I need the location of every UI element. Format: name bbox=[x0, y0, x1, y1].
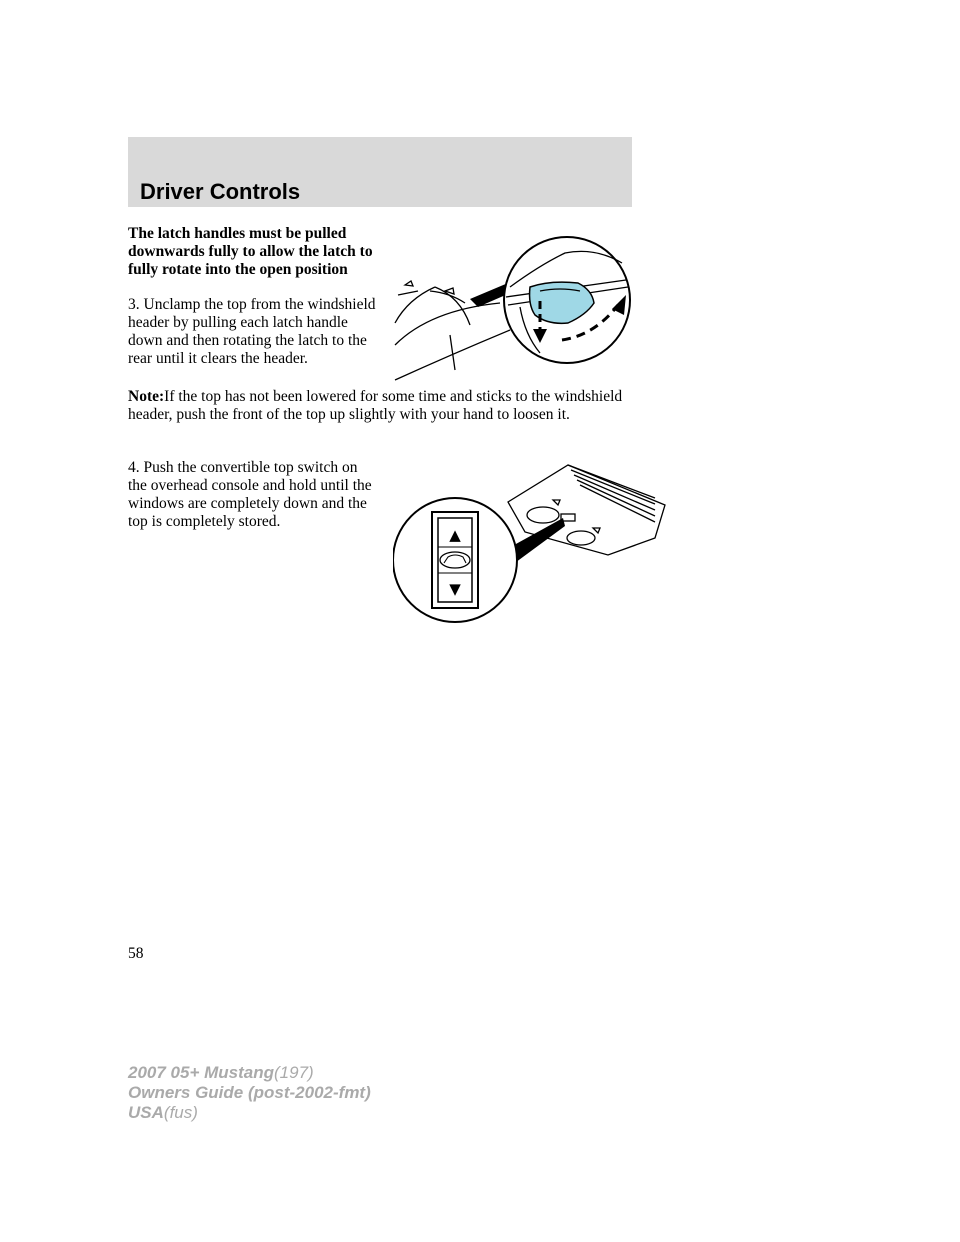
overhead-console-switch-illustration bbox=[393, 460, 673, 630]
note-label: Note: bbox=[128, 388, 165, 405]
step-3-text: 3. Unclamp the top from the windshield header by pulling each latch handle down and then rotating the latch to the rear until it clears the header. bbox=[128, 296, 376, 367]
footer-model: 2007 05+ Mustang bbox=[128, 1063, 274, 1082]
up-arrow-icon: ▲ bbox=[449, 526, 461, 544]
footer-model-code: (197) bbox=[274, 1063, 314, 1082]
down-arrow-icon: ▼ bbox=[449, 580, 461, 598]
section-title: Driver Controls bbox=[140, 179, 301, 204]
footer-line-2 bbox=[128, 1083, 371, 1103]
step-4-text: 4. Push the convertible top switch on the overhead console and hold until the windows are completely down and the top is completely stored. bbox=[128, 459, 372, 530]
note-paragraph bbox=[128, 388, 628, 424]
footer-market-code: (fus) bbox=[163, 1103, 198, 1122]
footer-guide: Owners Guide (post-2002-fmt) bbox=[128, 1083, 371, 1102]
latch-handle-illustration bbox=[390, 225, 640, 385]
footer-line-3 bbox=[128, 1103, 371, 1123]
footer-line-1 bbox=[128, 1063, 371, 1083]
page-number: 58 bbox=[128, 945, 144, 962]
footer bbox=[128, 1063, 371, 1123]
note-text: If the top has not been lowered for some time and sticks to the windshield header, push the front of the top up slightly with your hand to loosen it. bbox=[128, 388, 623, 423]
footer-market: USA bbox=[128, 1103, 164, 1122]
convertible-top-icon bbox=[440, 552, 470, 568]
latch-warning: The latch handles must be pulled downwards fully to allow the latch to fully rotate into the open position bbox=[128, 225, 373, 278]
